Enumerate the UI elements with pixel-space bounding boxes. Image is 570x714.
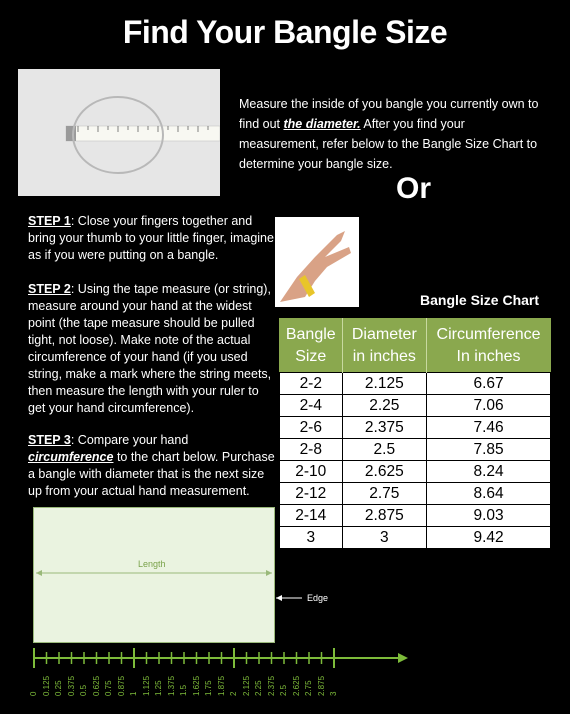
cell-diameter: 2.125 <box>342 373 427 395</box>
header-circumference: Circumference In inches <box>427 319 551 373</box>
ruler-tick-label: 1 <box>129 691 138 696</box>
cell-diameter: 2.75 <box>342 483 427 505</box>
step-1-label: STEP 1 <box>28 214 71 228</box>
step-3-text-before: : Compare your hand <box>70 433 189 447</box>
cell-size: 2-2 <box>280 373 343 395</box>
cell-circumference: 9.42 <box>427 527 551 549</box>
ruler-tick-label: 0.875 <box>116 675 126 696</box>
step-2-label: STEP 2 <box>28 282 71 296</box>
cell-diameter: 2.25 <box>342 395 427 417</box>
ruler-tick-label: 0.75 <box>104 680 113 696</box>
step-3-text-after: to the chart below. Purchase a bangle with diameter that is the next size up from your actual hand measurement. <box>28 450 275 498</box>
cell-circumference: 9.03 <box>427 505 551 527</box>
ruler-tick-label: 0.25 <box>54 680 63 696</box>
intro-emphasis: the diameter. <box>283 117 361 131</box>
cell-diameter: 2.375 <box>342 417 427 439</box>
cell-size: 2-8 <box>280 439 343 461</box>
intro-text-before: Measure the inside of you bangle you currently own to find out <box>239 97 539 131</box>
step-1-text: : Close your fingers together and bring your thumb to your little finger, imagine as if you were putting on a bangle. <box>28 214 274 262</box>
ruler-tick-label: 1.625 <box>191 675 201 696</box>
page-title: Find Your Bangle Size <box>122 14 448 50</box>
ruler-tick-label: 2.5 <box>279 684 288 696</box>
step-3-label: STEP 3 <box>28 433 71 447</box>
or-label: Or <box>396 172 432 205</box>
cell-size: 2-4 <box>280 395 343 417</box>
cell-diameter: 2.5 <box>342 439 427 461</box>
cell-size: 3 <box>280 527 343 549</box>
ruler-tick-label: 0 <box>29 691 38 696</box>
cell-circumference: 8.24 <box>427 461 551 483</box>
ruler-tick-label: 0.625 <box>91 675 101 696</box>
cell-circumference: 6.67 <box>427 373 551 395</box>
ruler-tick-label: 0.5 <box>79 684 88 696</box>
ruler-tick-label: 3 <box>329 691 338 696</box>
cell-circumference: 7.85 <box>427 439 551 461</box>
ruler-tick-label: 1.125 <box>141 675 151 696</box>
ruler-tick-label: 2.25 <box>254 680 263 696</box>
cell-diameter: 2.875 <box>342 505 427 527</box>
step-2-text: : Using the tape measure (or string), measure around your hand at the widest point (the tape measure should be pulled tight, not loose). Make note of the actual circumference of your hand (if you used string, make a mark where the string meets, then measure the length with your ruler to get your hand circumference). <box>28 282 272 415</box>
intro-text-after: After you find your measurement, refer below to the Bangle Size Chart to determine your bangle size. <box>239 117 538 171</box>
cell-circumference: 7.06 <box>427 395 551 417</box>
cell-circumference: 8.64 <box>427 483 551 505</box>
ruler-tick-label: 1.25 <box>154 680 163 696</box>
step-3-emphasis: circumference <box>28 450 114 464</box>
cell-size: 2-14 <box>280 505 343 527</box>
cell-size: 2-6 <box>280 417 343 439</box>
ruler-tick-label: 2.125 <box>241 675 251 696</box>
ruler-tick-label: 1.375 <box>166 675 176 696</box>
header-bangle-size: Bangle Size <box>280 319 343 373</box>
ruler-tick-label: 2.625 <box>291 675 301 696</box>
length-label: Length <box>138 559 166 569</box>
ruler-tick-label: 0.375 <box>66 675 76 696</box>
header-diameter: Diameter in inches <box>342 319 427 373</box>
ruler-tick-label: 1.5 <box>179 684 188 696</box>
edge-label: Edge <box>307 593 329 603</box>
ruler-tick-label: 2 <box>229 691 238 696</box>
ruler-tick-label: 2.75 <box>304 680 313 696</box>
cell-diameter: 2.625 <box>342 461 427 483</box>
cell-size: 2-10 <box>280 461 343 483</box>
chart-title: Bangle Size Chart <box>420 292 540 308</box>
ruler-tick-label: 2.875 <box>316 675 326 696</box>
ruler-tick-label: 0.125 <box>41 675 51 696</box>
cell-circumference: 7.46 <box>427 417 551 439</box>
ruler-tick-label: 1.875 <box>216 675 226 696</box>
cell-size: 2-12 <box>280 483 343 505</box>
ruler-tick-label: 2.375 <box>266 675 276 696</box>
cell-diameter: 3 <box>342 527 427 549</box>
ruler-tick-label: 1.75 <box>204 680 213 696</box>
